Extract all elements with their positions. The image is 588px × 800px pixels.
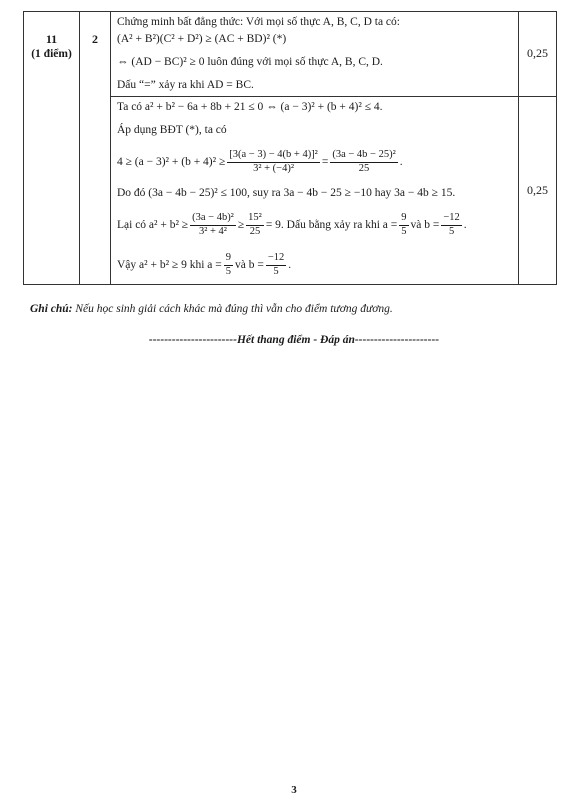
lemma-equality-case: Dấu “=” xảy ra khi AD = BC.	[117, 79, 254, 92]
period: .	[463, 218, 467, 231]
table-row	[24, 12, 557, 97]
solution-step-4: Do đó (3a − 4b − 25)² ≤ 100, suy ra 3a − 4b − 25 ≥ −10 hay 3a − 4b ≥ 15.	[117, 187, 456, 200]
fraction	[190, 212, 236, 238]
equals-sign: =	[321, 155, 329, 168]
fraction-numerator: 9	[399, 212, 408, 226]
lemma-inequality: (A² + B²)(C² + D²) ≥ (AC + BD)² (*)	[117, 33, 287, 46]
step3-left: 4 ≥ (a − 3)² + (b + 4)² ≥	[117, 155, 226, 168]
question-points: (1 điểm)	[31, 48, 72, 60]
fraction	[227, 149, 320, 175]
solution-step-3	[117, 145, 512, 179]
fraction	[330, 149, 397, 175]
lemma-equivalent: ⇔ (AD − BC)² ≥ 0 luôn đúng với mọi số thực A, B, C, D.	[117, 56, 383, 69]
score-cell-1	[519, 12, 557, 97]
step5-mid: = 9. Dấu bằng xảy ra khi a =	[265, 218, 398, 231]
solution-step-2: Áp dụng BĐT (*), ta có	[117, 124, 227, 137]
fraction-denominator: 5	[273, 265, 279, 277]
score-cell-2	[519, 97, 557, 285]
scoring-table	[23, 11, 557, 285]
fraction-numerator: 9	[224, 252, 233, 266]
geq-sign: ≥	[237, 218, 245, 231]
fraction-denominator: 25	[249, 225, 261, 237]
fraction-numerator: [3(a − 3) − 4(b + 4)]²	[227, 149, 320, 163]
fraction-numerator: −12	[441, 212, 461, 226]
fraction-denominator: 3² + 4²	[198, 225, 227, 237]
note-label: Ghi chú:	[30, 303, 73, 315]
period: .	[288, 258, 292, 271]
part-number: 2	[92, 32, 98, 46]
question-cell	[24, 12, 80, 285]
fraction-numerator: (3a − 4b − 25)²	[330, 149, 397, 163]
part-cell	[80, 12, 111, 285]
fraction-numerator: 15²	[246, 212, 264, 226]
conclusion-and: và b =	[235, 258, 264, 271]
fraction	[399, 212, 408, 238]
lemma-statement: Chứng minh bất đẳng thức: Với mọi số thực A, B, C, D ta có:	[117, 16, 400, 29]
solution-step-1: Ta có a² + b² − 6a + 8b + 21 ≤ 0 ⇔ (a − 3)² + (b + 4)² ≤ 4.	[117, 101, 383, 114]
fraction-denominator: 25	[358, 162, 370, 174]
end-of-answer-key: -----------------------Hết thang điểm - Đáp án----------------------	[148, 334, 440, 346]
question-number: 11	[45, 32, 58, 46]
fraction	[266, 252, 286, 278]
solution-conclusion	[117, 248, 512, 282]
fraction-denominator: 5	[225, 265, 231, 277]
conclusion-left: Vậy a² + b² ≥ 9 khi a =	[117, 258, 222, 271]
lemma-proof-cell	[111, 12, 519, 97]
page-number: 3	[291, 784, 297, 796]
fraction	[224, 252, 233, 278]
fraction-denominator: 5	[401, 225, 407, 237]
score-value: 0,25	[527, 182, 548, 197]
main-solution-cell	[111, 97, 519, 285]
period: .	[399, 155, 403, 168]
score-value: 0,25	[527, 46, 548, 61]
fraction-denominator: 5	[448, 225, 455, 237]
fraction-numerator: (3a − 4b)²	[190, 212, 236, 226]
fraction-denominator: 3² + (−4)²	[253, 162, 294, 174]
step5-left: Lại có a² + b² ≥	[117, 218, 189, 231]
fraction	[441, 212, 461, 238]
step5-and: và b =	[410, 218, 440, 231]
solution-step-5	[117, 208, 512, 242]
fraction-numerator: −12	[266, 252, 286, 266]
note-text: Nếu học sinh giải cách khác mà đúng thì vẫn cho điểm tương đương.	[72, 303, 393, 315]
grading-note	[30, 303, 393, 315]
fraction	[246, 212, 264, 238]
